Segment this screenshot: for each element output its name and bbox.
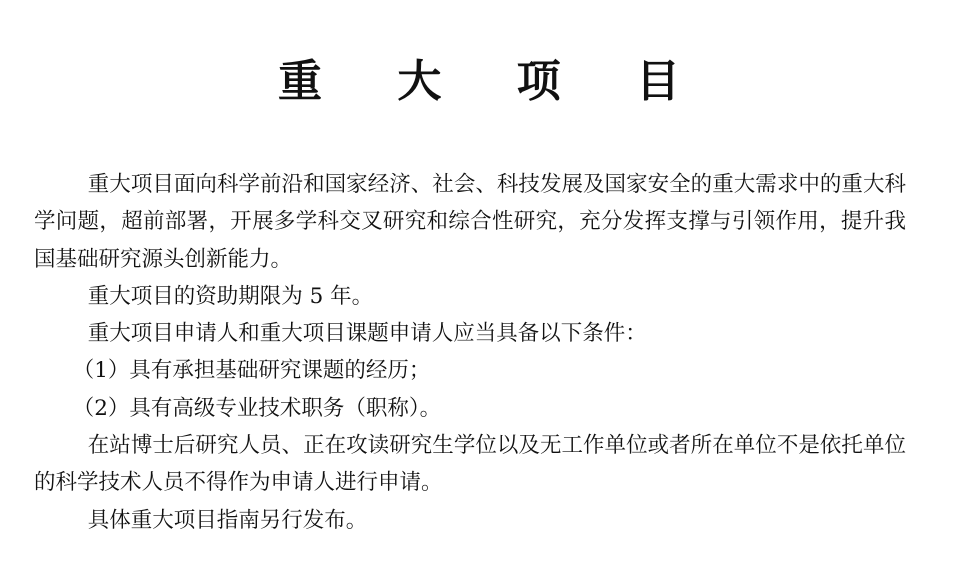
- page-title: 重 大 项 目: [278, 56, 710, 107]
- paragraph-overview: 重大项目面向科学前沿和国家经济、社会、科技发展及国家安全的重大需求中的重大科学问题，超前部署，开展多学科交叉研究和综合性研究，充分发挥支撑与引领作用，提升我国基础研究源头创新能力。: [34, 172, 906, 272]
- list-item-condition-1: （1）具有承担基础研究课题的经历；: [72, 358, 431, 384]
- paragraph-funding-period: 重大项目的资助期限为 5 年。: [87, 283, 374, 309]
- paragraph-eligibility-intro: 重大项目申请人和重大项目课题申请人应当具备以下条件：: [87, 321, 647, 347]
- document-body: [34, 166, 906, 539]
- paragraph-guide-release: 具体重大项目指南另行发布。: [87, 507, 368, 533]
- list-item-condition-2: （2）具有高级专业技术职务（职称）。: [72, 395, 442, 421]
- paragraph-ineligible-applicants: 在站博士后研究人员、正在攻读研究生学位以及无工作单位或者所在单位不是依托单位的科学技术人员不得作为申请人进行申请。: [34, 433, 906, 496]
